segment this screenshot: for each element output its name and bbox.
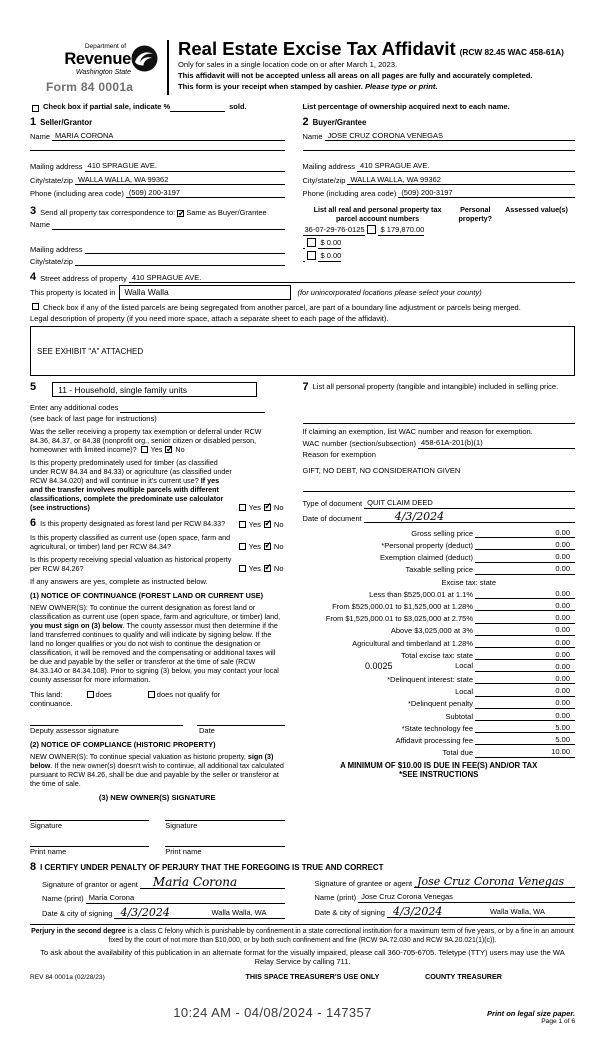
correspondence-name-field[interactable] (52, 229, 284, 230)
tax-line-label: Total excise tax: state (401, 650, 473, 660)
no-label: No (273, 541, 284, 551)
tax-line-label: Local (455, 687, 473, 697)
tax-computation-table (303, 526, 576, 758)
buyer-name2-field[interactable] (303, 150, 576, 151)
notice-continuance-body: NEW OWNER(S): To continue the current designation as forest land or classification as current use (open space, farm and agriculture, or timber) land, you must sign on (3) below. The county assessor must then determine if the land transferred continues to qualify and will indicate by signing below. If the land no longer qualifies or you do not wish to continue the designation or classification, it will be removed and the compensating or additional taxes will be due and payable by the seller or transferor at the time of sale (RCW 84.33.140 or 84.34.108). Prior to signing (3) below, you may contact your local county assessor for more information. (30, 602, 281, 684)
yes-label: Yes (248, 502, 261, 512)
grantor-signature-field[interactable] (140, 877, 285, 889)
yes-checkbox[interactable] (239, 565, 246, 572)
notice-compliance-title: (2) NOTICE OF COMPLIANCE (HISTORIC PROPERTY) (30, 739, 216, 749)
grantee-handwritten-date: 4/3/2024 (392, 904, 443, 918)
grantor-date-city-field[interactable] (114, 905, 284, 919)
buyer-city-label: City/state/zip (302, 175, 346, 185)
parcels-table (303, 206, 576, 266)
yes-label: Yes (248, 541, 261, 551)
grantor-print-name-field[interactable]: Maria Corona (86, 893, 285, 903)
property-section (30, 272, 575, 375)
section8-number: 8 (30, 861, 37, 874)
section2-number: 2 (302, 115, 309, 128)
assessed-value-field[interactable]: $ 179,870.00 (378, 225, 425, 235)
grantor-print-label: Name (print) (42, 894, 84, 904)
correspondence-mailing-field[interactable] (85, 253, 285, 254)
parcel-row (303, 223, 576, 236)
seller-city-label: City/state/zip (30, 175, 73, 185)
buyer-section (303, 117, 576, 199)
page-number: Page 1 of 6 (541, 1018, 575, 1026)
grantee-print-label: Name (print) (314, 893, 357, 903)
seller-phone-label: Phone (including area code) (30, 188, 124, 198)
grantee-signature-field[interactable] (414, 877, 575, 888)
seller-phone-field[interactable]: (509) 200-3197 (126, 188, 285, 198)
type-or-print-note: Please type or print. (364, 81, 438, 91)
deputy-date-label: Date (199, 726, 215, 736)
tax-line-value: 0.00 (475, 552, 575, 562)
seller-name-field[interactable]: MARIA CORONA (52, 131, 284, 141)
county-note: (for unincorporated locations please select your county) (297, 288, 482, 297)
question-bold-text: If yes and the transfer involves multiple parcels with different classifications, complete the predominate use calculator (see instructions) (30, 476, 224, 513)
correspondence-label: Send all property tax correspondence to: (40, 207, 176, 217)
personal-property-blank-area[interactable] (303, 393, 576, 423)
no-checkbox[interactable] (264, 565, 271, 572)
timber-agriculture-question (30, 458, 285, 512)
county-field[interactable]: Walla Walla (119, 285, 291, 300)
question-text: Was the seller receiving a property tax exemption or deferral under RCW 84.36, 84.37, or 84.38 (nonprofit org., senior citizen or disabled person, homeowner with limited income)? (30, 427, 262, 455)
tax-line-value: 0.00 (475, 698, 575, 708)
seller-section (30, 117, 303, 199)
washington-state-text: Washington State (75, 68, 131, 76)
tax-line-label: From $1,525,000.01 to $3,025,000 at 2.75% (325, 614, 473, 624)
personal-property-checkbox[interactable] (307, 238, 316, 247)
legal-description-label: Legal description of property (if you need more space, attach a separate sheet to each page of the affidavit). (30, 314, 389, 324)
section7-number: 7 (302, 380, 309, 393)
legal-description-box[interactable] (30, 326, 575, 376)
yes-label: Yes (248, 519, 261, 529)
department-of-text: Department of (84, 43, 126, 50)
grantor-date-city-label: Date & city of signing (42, 909, 113, 919)
doc-type-label: Type of document (302, 499, 363, 509)
question-text: Is this property predominately used for timber (as classified under RCW 84.34 and 84.33) or agriculture (as classified under RCW 84.34.020) and will continue in it's current use? (30, 458, 232, 486)
page-title: Real Estate Excise Tax Affidavit (178, 38, 456, 59)
grantee-city-value: Walla Walla, WA (489, 907, 545, 917)
revenue-swirl-icon (131, 45, 158, 74)
parcel-row (303, 236, 576, 249)
tax-line-label: Less than $525,000.01 at 1.1% (369, 589, 473, 599)
header-line3: This form is your receipt when stamped by cashier. Please type or print. (178, 81, 438, 91)
notice-continuance-title: (1) NOTICE OF CONTINUANCE (FOREST LAND OR CURRENT USE) (30, 590, 264, 600)
tax-line-value: 10.00 (475, 747, 575, 757)
grantee-signature-block (303, 873, 576, 919)
divider (303, 491, 576, 492)
rev-number: REV 84 0001a (02/28/23) (30, 974, 105, 982)
grantee-print-name-field[interactable]: Jose Cruz Corona Venegas (358, 892, 575, 902)
form-number: Form 84 0001a (46, 80, 134, 95)
revenue-logo (30, 40, 158, 95)
correspondence-mailing-label: Mailing address (30, 244, 83, 254)
buyer-name-label: Name (302, 131, 323, 141)
buyer-phone-field[interactable]: (509) 200-3197 (398, 188, 575, 198)
use-classification-column (30, 382, 303, 856)
certification-section (30, 862, 575, 919)
tax-line-value: 0.00 (475, 589, 575, 599)
stamp-area (30, 999, 575, 1045)
tax-line-value: 0.00 (475, 662, 575, 672)
assessed-value-header: Assessed value(s) (505, 205, 568, 215)
doc-date-field[interactable] (364, 509, 575, 523)
correspondence-city-field[interactable] (75, 265, 285, 266)
section6-number: 6 (30, 517, 37, 530)
wac-number-label: WAC number (section/subsection) (302, 439, 417, 449)
yes-no-group (237, 503, 285, 512)
tax-line-value: 0.00 (475, 528, 575, 538)
divider (303, 423, 576, 424)
header-title-block (178, 40, 564, 95)
ownership-note: List percentage of ownership acquired next to each name. (302, 102, 510, 112)
forest-land-question (30, 518, 285, 529)
no-label: No (273, 519, 284, 529)
tax-line-label: Total due (442, 748, 473, 758)
header-line1: Only for sales in a single location code on or after March 1, 2023. (178, 60, 398, 69)
no-label: No (273, 502, 284, 512)
doc-date-label: Date of document (302, 513, 362, 523)
tax-line-value: 0.00 (475, 686, 575, 696)
legal-description-value: SEE EXHIBIT "A" ATTACHED (37, 346, 144, 356)
header-line2: This affidavit will not be accepted unless all areas on all pages are fully and accurately completed. (178, 70, 533, 80)
partial-sale-checkbox[interactable] (32, 105, 39, 112)
no-checkbox[interactable] (165, 446, 172, 453)
notice-compliance-body: NEW OWNER(S): To continue special valuation as historic property, sign (3) below. If the new owner(s) doesn't wish to continue, all additional tax calculated pursuant to RCW 84.26, shall be due and payable by the seller or transferor at the time of sale. (30, 751, 284, 788)
question-text: Is this property designated as forest land per RCW 84.33? (40, 519, 226, 529)
parcel-row (303, 249, 576, 262)
tax-line-value: 0.00 (475, 564, 575, 574)
yes-checkbox[interactable] (239, 504, 246, 511)
section5-number: 5 (30, 380, 37, 393)
tax-line-value: 5.00 (475, 723, 575, 733)
buyer-name-field[interactable]: JOSE CRUZ CORONA VENEGAS (325, 131, 575, 141)
tax-line-label: Exemption claimed (deduct) (380, 553, 473, 563)
tax-line-value: 0.00 (475, 674, 575, 684)
current-use-question (30, 533, 285, 551)
personal-property-header: Personal property? (458, 205, 493, 223)
seller-city-field[interactable]: WALLA WALLA, WA 99362 (75, 175, 285, 185)
section3-number: 3 (30, 205, 37, 218)
does-not-checkbox[interactable] (148, 691, 155, 698)
form-footer (30, 972, 575, 982)
tax-line-label: Taxable selling price (405, 565, 473, 575)
grantor-city-value: Walla Walla, WA (211, 908, 267, 918)
if-any-yes-note: If any answers are yes, complete as instructed below. (30, 577, 208, 587)
handwritten-date: 4/3/2024 (394, 509, 445, 523)
section4-number: 4 (30, 271, 37, 284)
street-address-label: Street address of property (40, 274, 127, 283)
see-instructions-note: *SEE INSTRUCTIONS (399, 770, 479, 780)
buyer-phone-label: Phone (including area code) (302, 188, 397, 198)
no-label: No (273, 563, 284, 573)
grantee-sig-label: Signature of grantee or agent (314, 879, 413, 889)
same-as-buyer-label: Same as Buyer/Grantee (186, 207, 267, 217)
revenue-wordmark: Revenue (64, 50, 131, 69)
seller-mailing-label: Mailing address (30, 162, 83, 172)
same-as-buyer-checkbox[interactable] (177, 210, 184, 217)
sold-label: sold. (229, 102, 247, 112)
exemption-note: If claiming an exemption, list WAC number and reason for exemption. (302, 426, 533, 436)
located-in-label: This property is located in (30, 288, 116, 297)
parcel-header: List all real and personal property tax parcel account numbers (313, 205, 442, 223)
land-qualify-row (30, 690, 285, 699)
correspondence-section (30, 206, 303, 266)
tax-line-label: *Personal property (deduct) (381, 541, 473, 550)
historical-property-question (30, 555, 285, 573)
tax-line-label: *Delinquent interest: state (387, 675, 473, 685)
seller-mailing-field[interactable]: 410 SPRAGUE AVE. (85, 161, 285, 171)
continuance-label: continuance. (30, 698, 73, 708)
perjury-notice: Perjury in the second degree is a class C felony which is punishable by confinement in a state correctional institution for a maximum term of five years, or by a fine in an amount fixed by the court of not more than $10,000, or by both such confinement and fine (RCW 9A.72.030 and RCW 9A.20.021(1)(c)). (30, 924, 575, 946)
personal-property-list-label: List all personal property (tangible and intangible) included in selling price. (312, 381, 559, 391)
correspondence-city-label: City/state/zip (30, 257, 73, 266)
does-not-label: does not qualify for (156, 689, 221, 699)
deputy-assessor-label: Deputy assessor signature (30, 726, 119, 736)
wac-number-field[interactable]: 458-61A-201(b)(1) (418, 438, 575, 448)
doc-type-field[interactable]: QUIT CLAIM DEED (364, 498, 575, 508)
segregated-label: Check box if any of the listed parcels are being segregated from another parcel, are part of a boundary line adjustment or parcels being merged. (43, 303, 521, 312)
section2-heading: Buyer/Grantee (312, 117, 367, 127)
tax-line-label: Subtotal (445, 711, 473, 721)
new-owners-signature-title: (3) NEW OWNER(S) SIGNATURE (98, 792, 216, 802)
land-use-code-field[interactable]: 11 - Household, single family units (52, 382, 257, 398)
seller-name-label: Name (30, 131, 51, 141)
print-name-label: Print name (165, 846, 202, 856)
yes-no-group (237, 520, 285, 529)
tax-column (303, 382, 576, 856)
street-address-field[interactable]: 410 SPRAGUE AVE. (129, 273, 575, 283)
buyer-mailing-label: Mailing address (302, 162, 356, 172)
does-checkbox[interactable] (87, 691, 94, 698)
signature-label: Signature (165, 821, 198, 831)
tax-line-value: 0.00 (475, 638, 575, 648)
cashier-stamp: 10:24 AM - 04/08/2024 - 147357 (173, 1004, 372, 1020)
seller-name2-field[interactable] (30, 150, 285, 151)
tax-line-value: 0.00 (475, 711, 575, 721)
reason-exemption-value[interactable]: GIFT, NO DEBT, NO CONSIDERATION GIVEN (302, 465, 461, 475)
question-text: Is this property classified as current use (open space, farm and agricultural, or timber) land per RCW 84.34? (30, 533, 231, 552)
yes-no-group (237, 542, 285, 551)
buyer-mailing-field[interactable]: 410 SPRAGUE AVE. (357, 161, 575, 171)
signature-label: Signature (30, 821, 63, 831)
tax-line-label: *Delinquent penalty (407, 699, 473, 709)
tax-line-value: 0.00 (475, 601, 575, 611)
accessibility-notice: To ask about the availability of this publication in an alternate format for the visually impaired, please call 360-705-6705. Teletype (TTY) users may use the WA Relay Service by calling 711. (40, 947, 565, 967)
question-text: Is this property receiving special valuation as historical property per RCW 84.26? (30, 555, 232, 574)
yes-no-group (139, 445, 186, 454)
header-divider (167, 40, 169, 95)
tax-line-label: From $525,000.01 to $1,525,000 at 1.28% (332, 601, 473, 611)
header (30, 40, 575, 95)
section1-heading: Seller/Grantor (40, 117, 93, 127)
grantee-date-city-label: Date & city of signing (314, 908, 385, 918)
treasurer-space-label: THIS SPACE TREASURER'S USE ONLY (245, 972, 380, 982)
personal-property-checkbox[interactable] (307, 251, 316, 260)
certify-statement: I CERTIFY UNDER PENALTY OF PERJURY THAT THE FOREGOING IS TRUE AND CORRECT (40, 863, 384, 873)
segregated-checkbox[interactable] (32, 303, 39, 310)
grantee-date-city-field[interactable] (387, 904, 575, 918)
correspondence-name-label: Name (30, 220, 51, 230)
tax-line-value: 0.00 (475, 613, 575, 623)
yes-checkbox[interactable] (239, 543, 246, 550)
tax-line-label: Affidavit processing fee (395, 736, 473, 745)
partial-sale-percent-field[interactable] (170, 111, 225, 112)
tax-line-value: 0.00 (475, 650, 575, 660)
additional-codes-label: Enter any additional codes (30, 403, 119, 413)
legal-size-note: Print on legal size paper. (487, 1008, 575, 1018)
no-label: No (175, 445, 185, 455)
this-land-label: This land: (30, 689, 63, 699)
minimum-due-note: A MINIMUM OF $10.00 IS DUE IN FEE(S) AND/OR TAX (340, 760, 538, 770)
yes-checkbox[interactable] (141, 446, 148, 453)
yes-no-group (237, 564, 285, 573)
exemption-deferral-question (30, 427, 285, 454)
tax-line-label: *State technology fee (401, 723, 473, 733)
excise-tax-state-header: Excise tax: state (441, 577, 497, 587)
no-checkbox[interactable] (264, 543, 271, 550)
grantor-handwritten-date: 4/3/2024 (120, 905, 170, 919)
no-checkbox[interactable] (264, 521, 271, 528)
tax-line-value: 0.00 (475, 625, 575, 635)
additional-codes-field[interactable] (120, 412, 265, 413)
buyer-city-field[interactable]: WALLA WALLA, WA 99362 (347, 175, 575, 185)
tax-line-value: 0.00 (475, 540, 575, 550)
no-checkbox[interactable] (264, 504, 271, 511)
grantor-sig-label: Signature of grantor or agent (42, 880, 138, 890)
print-note-block (487, 1009, 575, 1027)
codes-instructions-note: (see back of last page for instructions) (30, 413, 157, 423)
assessed-value-field[interactable]: $ 0.00 (318, 238, 342, 248)
reason-exemption-label: Reason for exemption (302, 449, 376, 459)
tax-line-label: Gross selling price (411, 528, 473, 538)
yes-checkbox[interactable] (239, 521, 246, 528)
title-rcw-code: (RCW 82.45 WAC 458-61A) (459, 47, 564, 57)
tax-line-value: 5.00 (475, 735, 575, 745)
print-name-label: Print name (30, 846, 67, 856)
tax-line-label: Local (455, 661, 473, 670)
partial-sale-label: Check box if partial sale, indicate % (43, 102, 171, 112)
yes-label: Yes (248, 563, 261, 573)
does-label: does (95, 689, 112, 699)
grantee-handwritten-signature: Jose Cruz Corona Venegas (417, 875, 565, 889)
personal-property-checkbox[interactable] (367, 225, 376, 234)
section1-number: 1 (30, 115, 37, 128)
county-treasurer-label: COUNTY TREASURER (425, 972, 502, 982)
tax-line-label: Above $3,025,000 at 3% (390, 626, 473, 636)
grantor-signature-block (30, 873, 303, 919)
local-rate-value: 0.0025 (365, 661, 393, 671)
assessed-value-field[interactable]: $ 0.00 (318, 251, 342, 261)
parcel-number-field[interactable]: 36-07-29-76-0125 (304, 225, 365, 235)
grantor-handwritten-signature: Maria Corona (152, 875, 238, 890)
yes-label: Yes (150, 445, 163, 455)
tax-line-label: Agricultural and timberland at 1.28% (352, 638, 473, 648)
